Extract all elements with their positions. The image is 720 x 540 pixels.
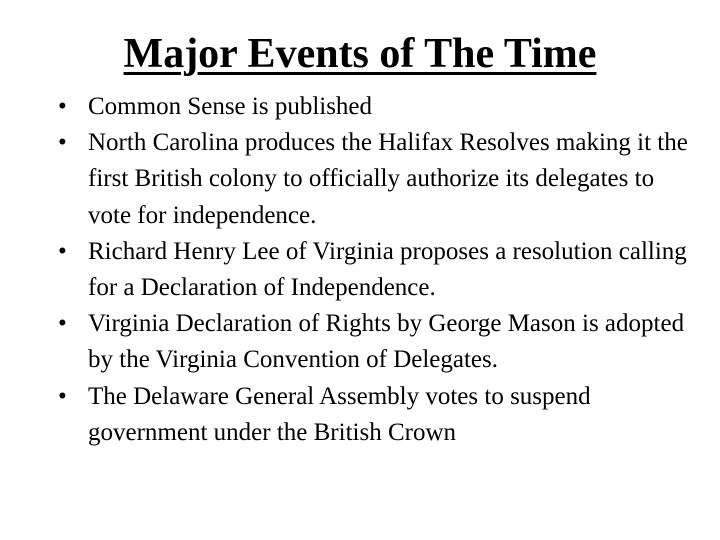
bullet-icon: •: [58, 129, 67, 157]
bullet-icon: •: [58, 310, 67, 338]
list-item: [58, 125, 698, 234]
list-item: [58, 89, 698, 125]
list-item: [58, 306, 698, 378]
slide-title: Major Events of The Time: [123, 31, 597, 77]
list-item: [58, 234, 698, 306]
bullet-icon: •: [58, 382, 67, 410]
list-item-text: Common Sense is published: [88, 93, 373, 120]
list-item-text: The Delaware General Assembly votes to suspend government under the British Crown: [88, 382, 591, 446]
list-item: [58, 379, 698, 451]
list-item-text: Richard Henry Lee of Virginia proposes a resolution calling for a Declaration of Independence.: [88, 237, 687, 302]
bullet-list: [58, 89, 698, 451]
list-item-text: Virginia Declaration of Rights by George Mason is adopted by the Virginia Convention of Delegates.: [88, 310, 685, 374]
bullet-icon: •: [58, 237, 67, 265]
bullet-icon: •: [58, 93, 67, 120]
list-item-text: North Carolina produces the Halifax Resolves making it the first British colony to officially authorize its delegates to vote for independence.: [88, 129, 688, 229]
